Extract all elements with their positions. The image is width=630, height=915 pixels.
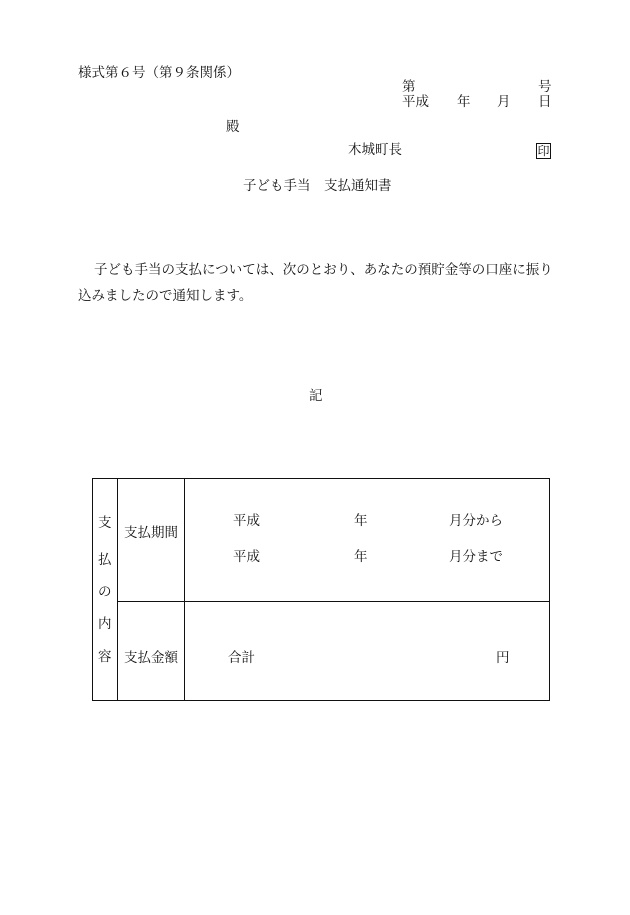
- issue-date-year: 年: [457, 94, 471, 110]
- document-title: 子ども手当 支払通知書: [243, 178, 392, 194]
- addressee-suffix: 殿: [226, 119, 240, 135]
- issuer-title: 木城町長: [348, 142, 402, 158]
- period-to-era: 平成: [233, 549, 260, 565]
- period-from-month: 月分から: [449, 513, 503, 529]
- group-label-char: 支: [98, 515, 112, 531]
- period-to-year: 年: [354, 549, 368, 565]
- amount-unit: 円: [496, 650, 510, 666]
- table-row-divider: [117, 601, 549, 602]
- seal-mark: 印: [537, 144, 550, 158]
- note-heading: 記: [309, 388, 323, 404]
- table-column-divider: [184, 478, 185, 700]
- issue-date-month: 月: [497, 94, 511, 110]
- table-column-divider: [117, 478, 118, 700]
- group-label-char: 容: [98, 649, 112, 665]
- issue-date-era: 平成: [402, 94, 429, 110]
- issue-date-day: 日: [538, 94, 552, 110]
- amount-total-label: 合計: [228, 650, 255, 666]
- group-label-char: 内: [98, 616, 112, 632]
- body-text-line-1: 子ども手当の支払については、次のとおり、あなたの預貯金等の口座に振り: [94, 262, 553, 278]
- payment-details-table: [92, 478, 550, 701]
- document-number-suffix: 号: [538, 79, 552, 95]
- payment-period-label: 支払期間: [124, 525, 178, 541]
- group-label-char: 払: [98, 552, 112, 568]
- period-from-era: 平成: [233, 513, 260, 529]
- group-label-char: の: [98, 584, 112, 600]
- document-number-prefix: 第: [402, 79, 416, 95]
- form-number: 様式第６号（第９条関係）: [78, 65, 240, 81]
- period-to-month: 月分まで: [449, 549, 503, 565]
- period-from-year: 年: [354, 513, 368, 529]
- body-text-line-2: 込みましたので通知します。: [78, 288, 253, 304]
- payment-amount-label: 支払金額: [124, 650, 178, 666]
